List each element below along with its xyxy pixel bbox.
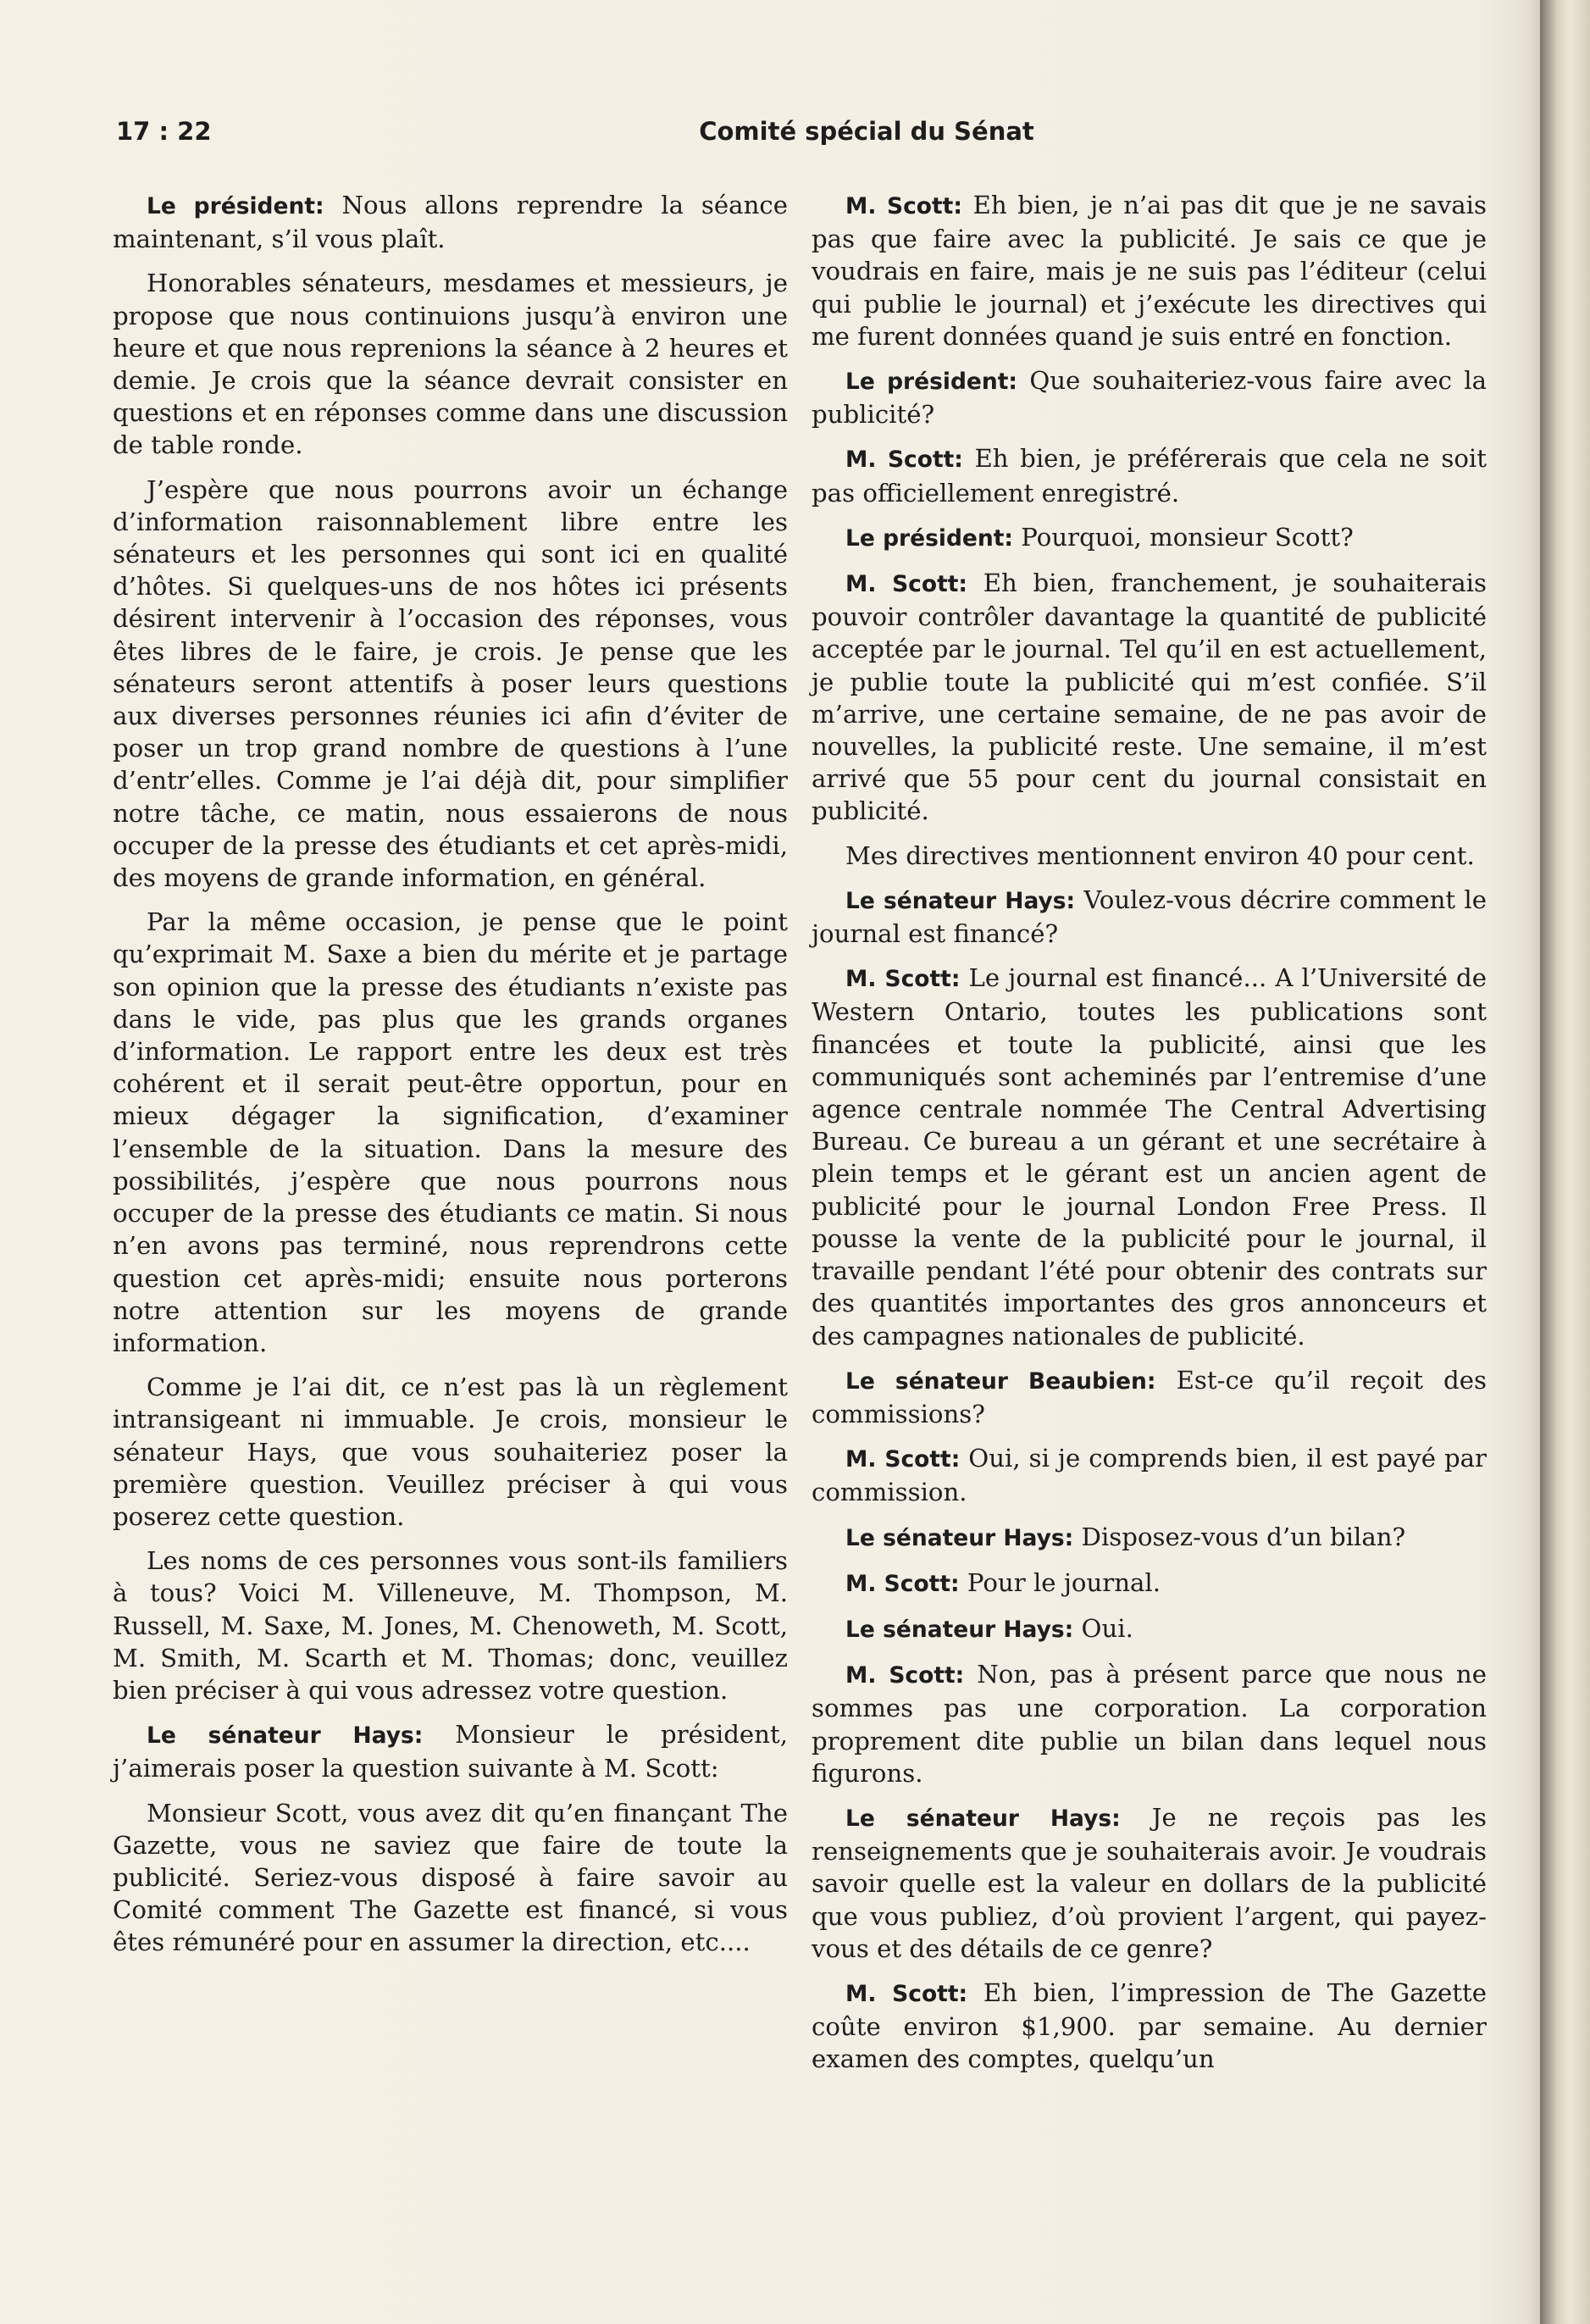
paragraph [812,1801,1487,1965]
speaker-label: Le sénateur Hays: [845,1524,1074,1551]
right-column [812,189,1487,2088]
speaker-label: M. Scott: [845,193,962,219]
paragraph [812,884,1487,950]
paragraph [113,906,788,1359]
speaker-label: Le sénateur Beaubien: [845,1367,1156,1395]
paragraph [812,521,1487,555]
paragraph-text: Monsieur le président, j’aimerais poser la question suivante à M. Scott: [113,1720,788,1783]
paragraph-text: Eh bien, je préférerais que cela ne soit pas officiellement enregistré. [812,444,1487,508]
paragraph [113,1371,788,1533]
paragraph [812,962,1487,1351]
paragraph-text: Mes directives mentionnent environ 40 pour cent. [845,840,1475,870]
paragraph-text: Comme je l’ai dit, ce n’est pas là un règlement intransigeant ni immuable. Je crois, monsieur le sénateur Hays, que vous souhaiteriez poser la première question. Veuillez préciser à qui vous poserez cette question. [113,1373,788,1531]
paragraph [812,1567,1487,1600]
paragraph [812,364,1487,430]
paragraph [812,1442,1487,1508]
paragraph-text: Que souhaiteriez-vous faire avec la publicité? [812,366,1487,430]
paragraph-text: Eh bien, l’impression de The Gazette coûte environ $1,900. par semaine. Au dernier examen des comptes, quelqu’un [812,1977,1487,2074]
page-binding-edge [1540,0,1590,2324]
paragraph [113,189,788,255]
paragraph [812,1977,1487,2076]
paragraph-text: Est-ce qu’il reçoit des commissions? [812,1365,1487,1428]
left-column [113,189,788,1971]
speaker-label: M. Scott: [845,966,961,993]
paragraph-text: Oui, si je comprends bien, il est payé par commission. [812,1444,1487,1507]
paragraph-text: Disposez-vous d’un bilan? [1073,1522,1406,1551]
paragraph-text: Les noms de ces personnes vous sont-ils familiers à tous? Voici M. Villeneuve, M. Thompson, M. Russell, M. Saxe, M. Jones, M. Chenoweth, M. Scott, M. Smith, M. Scarth et M. Thomas; donc, veuillez bien préciser à qui vous adressez votre question. [113,1546,788,1705]
paragraph [812,1364,1487,1430]
paragraph [812,442,1487,508]
paragraph-text: Je ne reçois pas les renseignements que je souhaiterais avoir. Je voudrais savoir quelle est la valeur en dollars de la publicité que vous publiez, d’où provient l’argent, qui payez-vous et des détails de ce genre? [812,1802,1487,1963]
page-header [116,117,1471,151]
speaker-label: M. Scott: [845,1980,968,2007]
speaker-label: M. Scott: [845,446,963,474]
paragraph-text: Nous allons reprendre la séance maintenant, s’il vous plaît. [113,191,788,254]
paragraph [113,474,788,895]
speaker-label: Le président: [147,193,324,219]
speaker-label: Le sénateur Hays: [845,1616,1074,1643]
paragraph-text: Par la même occasion, je pense que le point qu’exprimait M. Saxe a bien du mérite et je partage son opinion que la presse des étudiants n’existe pas dans le vide, pas plus que les grands organes d’information. Le rapport entre les deux est très cohérent et il serait peut-être opportun, pour en mieux dégager la signification, d’examiner l’ensemble de la situation. Dans la mesure des possibilités, j’espère que nous pourrons nous occuper de la presse des étudiants ce matin. Si nous n’en avons pas terminé, nous reprendrons cette question cet après-midi; ensuite nous porterons notre attention sur les moyens de grande information. [113,907,788,1357]
paragraph [812,1612,1487,1646]
paragraph [113,1718,788,1784]
speaker-label: Le président: [845,369,1018,396]
speaker-label: Le président: [845,524,1014,552]
paragraph-text: Oui. [1073,1613,1133,1643]
paragraph [812,840,1487,872]
paragraph-text: Voulez-vous décrire comment le journal est financé? [812,885,1487,949]
speaker-label: Le sénateur Hays: [845,887,1076,914]
paragraph [812,567,1487,828]
paragraph-text: Monsieur Scott, vous avez dit qu’en finançant The Gazette, vous ne saviez que faire de toute la publicité. Seriez-vous disposé à faire savoir au Comité comment The Gazette est financé, si vous êtes rémunéré pour en assumer la direction, etc.... [113,1798,788,1957]
speaker-label: Le sénateur Hays: [845,1805,1121,1832]
paragraph-text: Eh bien, je n’ai pas dit que je ne savais pas que faire avec la publicité. Je sais ce que je voudrais en faire, mais je ne suis pas l’éditeur (celui qui publie le journal) et j’exécute les directives qui me furent données quand je suis entré en fonction. [812,191,1487,351]
running-head: Comité spécial du Sénat [699,117,1034,146]
paragraph [812,1658,1487,1789]
paragraph-text: Honorables sénateurs, mesdames et messieurs, je propose que nous continuions jusqu’à environ une heure et que nous reprenions la séance à 2 heures et demie. Je crois que la séance devrait consister en questions et en réponses comme dans une discussion de table ronde. [113,269,788,460]
paragraph [113,267,788,461]
paragraph-text: Eh bien, franchement, je souhaiterais pouvoir contrôler davantage la quantité de publicité acceptée par le journal. Tel qu’il en est actuellement, je publie toute la publicité qui m’est confiée. S’il m’arrive, une certaine semaine, de ne pas avoir de nouvelles, la publicité reste. Une semaine, il m’est arrivé que 55 pour cent du journal consistait en publicité. [812,569,1487,826]
page-number: 17 : 22 [116,117,212,146]
paragraph [812,189,1487,352]
paragraph-text: Pour le journal. [959,1567,1161,1597]
paragraph-text: Pourquoi, monsieur Scott? [1013,522,1354,552]
speaker-label: M. Scott: [845,1446,961,1473]
paragraph [113,1545,788,1706]
speaker-label: M. Scott: [845,1662,965,1689]
speaker-label: M. Scott: [845,1570,960,1597]
paragraph [812,1521,1487,1555]
paragraph-text: Non, pas à présent parce que nous ne sommes pas une corporation. La corporation proprement dite publie un bilan dans lequel nous figurons. [812,1660,1487,1788]
paragraph-text: Le journal est financé... A l’Université de Western Ontario, toutes les publications sont financées et toute la publicité, ainsi que les communiqués sont acheminés par l’entremise d’une agence centrale nommée The Central Advertising Bureau. Ce bureau a un gérant et une secrétaire à plein temps et le gérant est un ancien agent de publicité pour le journal London Free Press. Il pousse la vente de la publicité pour le journal, il travaille pendant l’été pour obtenir des contrats sur des quantités importantes des gros annonceurs et des campagnes nationales de publicité. [812,963,1487,1351]
speaker-label: M. Scott: [845,571,968,598]
speaker-label: Le sénateur Hays: [147,1722,424,1750]
paragraph [113,1797,788,1959]
paragraph-text: J’espère que nous pourrons avoir un échange d’information raisonnablement libre entre les sénateurs et les personnes qui sont ici en qualité d’hôtes. Si quelques-uns de nos hôtes ici présents désirent intervenir à l’occasion des réponses, vous êtes libres de le faire, je crois. Je pense que les sénateurs seront attentifs à poser leurs questions aux diverses personnes réunies ici afin d’éviter de poser un trop grand nombre de questions à l’une d’entr’elles. Comme je l’ai déjà dit, pour simplifier notre tâche, ce matin, nous essaierons de nous occuper de la presse des étudiants et cet après-midi, des moyens de grande information, en général. [113,474,788,893]
